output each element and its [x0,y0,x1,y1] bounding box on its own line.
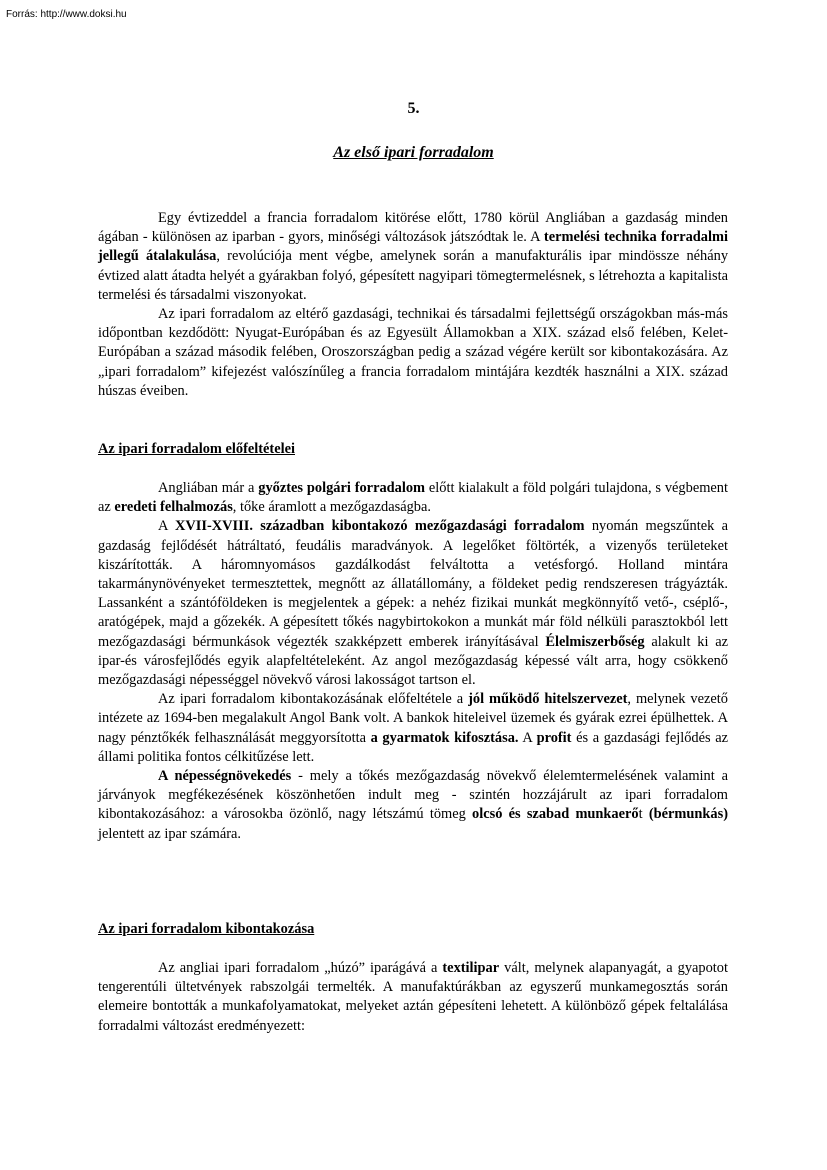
preconditions-paragraph-4 [98,767,728,844]
unfolding-section [98,959,728,1036]
unfolding-paragraph-1 [98,959,728,1036]
text-run: jelentett az ipar számára. [98,825,242,842]
bold-run: jól működő hitelszervezet [468,691,628,708]
text-run: A [158,518,175,535]
bold-run: XVII-XVIII. században kibontakozó mezőgazdasági forradalom [174,518,585,535]
text-run: Az angliai ipari forradalom „húzó” iparágává a [158,960,443,976]
intro-section [98,209,728,401]
chapter-title: Az első ipari forradalom [333,144,494,161]
source-note: Forrás: http://www.doksi.hu [6,9,127,20]
bold-run: Élelmiszerbőség [545,633,645,650]
text-run: vált, melynek alapanyagát, a gyapotot tengerentúli ültetvények rabszolgái termelték. A manufaktúrákban az egyszerű munkamegosztás során elemeire bontották a munkafolyamatokat, melyeket aztán gépesíteni lehetett. A különböző gépek feltalálása forradalmi változást eredményezett: [98,960,728,1034]
preconditions-paragraph-2 [98,517,728,690]
chapter-number: 5. [407,100,420,117]
text-run: Egy évtizeddel a francia forradalom kitörése előtt, 1780 körül Angliában a gazdaság minden ágában - különösen az iparban - gyors, minőségi változások játszódtak le. A [98,210,728,246]
text-run: előtt kialakult a föld polgári tulajdona, s végbement az [98,480,728,516]
bold-run: A népességnövekedés [158,768,292,785]
bold-run: termelési technika forradalmi jellegű átalakulása [98,229,728,265]
preconditions-section [98,479,728,844]
bold-run: olcsó és szabad munkaerő [472,806,639,823]
bold-run: a gyarmatok kifosztása. [370,729,519,746]
text-run: alakult ki az ipar-és városfejlődés egyik alapfeltételeként. Az angol mezőgazdaság képessé vált arra, hogy csökkenő mezőgazdasági népességgel növekvő városi lakosságot tartson el. [98,633,729,689]
text-run: , melynek vezető intézete az 1694-ben megalakult Angol Bank volt. A bankok hiteleivel üzemek és gyárak ezrei épülhettek. A nagy pénztőkék felhasználását meggyorsította [98,691,728,746]
text-run: és a gazdasági fejlődés az állami politika fontos célkitűzése lett. [98,729,728,765]
bold-run: (bérmunkás) [648,806,728,823]
text-run: nyomán megszűntek a gazdaság fejlődését hátráltató, feudális maradványok. A legelőket föltörték, a vizenyős területeket kiszárították. A háromnyomásos gazdálkodást felváltotta a vetésforgó. Holland mintára takarmánynövényeket termesztettek, megnőtt az állatállomány, a földeket pedig rendszeresen trágyázták. Lassanként a szántóföldeken is megjelentek a gépek: a nehéz fizikai munkát megkönnyítő vető-, cséplő-, aratógépek, majd a gőzekék. A gépesített tőkés nagybirtokokon a munkát már föld nélküli parasztokból lett mezőgazdasági bérmunkások végezték szakképzett emberek irányításával [98,518,729,650]
bold-run: textilipar [442,960,500,976]
text-run: Az ipari forradalom kibontakozásának előfeltétele a [158,691,469,708]
bold-run: profit [536,729,572,746]
bold-run: eredeti felhalmozás [114,499,233,516]
section-heading-preconditions: Az ipari forradalom előfeltételei [98,441,295,457]
section-heading-unfolding: Az ipari forradalom kibontakozása [98,921,315,937]
bold-run: győztes polgári forradalom [258,480,426,496]
text-run: - mely a tőkés mezőgazdaság növekvő élelemtermelésének valamint a járványok megfékezésének köszönhetően indult meg - szintén hozzájárult az ipari forradalom kibontakozásához: a városokba özönlő, nagy létszámú tömeg [98,768,728,823]
intro-paragraph-1 [98,209,728,305]
intro-paragraph-2: Az ipari forradalom az eltérő gazdasági, technikai és társadalmi fejlettségű országokban más-más időpontban kezdődött: Nyugat-Európában és az Egyesült Államokban a XIX. század első felében, Kelet-Európában a század második felében, Oroszországban pedig a század végére került sor kibontakozására. Az „ipari forradalom” kifejezést valószínűleg a francia forradalom mintájára kezdték használni a XIX. század húszas éveiben. [98,306,728,399]
text-run: , revolúciója ment végbe, amelynek során a manufakturális ipar mindössze néhány évtized alatt átadta helyét a gyárakban folyó, gépesített nagyipari tömegtermelésnek, s létrehozta a kapitalista termelési és társadalmi viszonyokat. [98,248,729,303]
text-run: t [638,806,649,823]
text-run: , tőke áramlott a mezőgazdaságba. [232,499,431,516]
text-run: Angliában már a [158,480,259,496]
text-run: A [518,729,537,746]
preconditions-paragraph-1 [98,479,728,517]
preconditions-paragraph-3 [98,690,728,767]
